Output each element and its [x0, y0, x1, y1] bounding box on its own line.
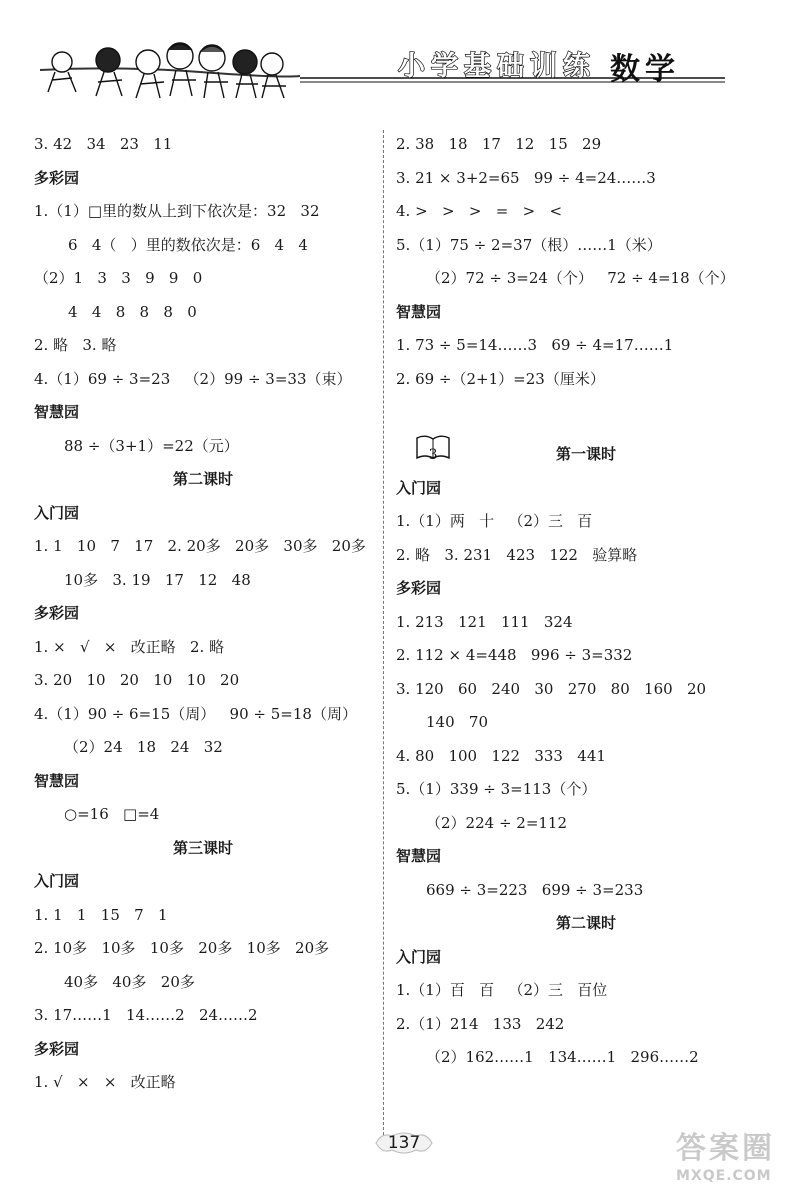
watermark [676, 1132, 806, 1194]
column-divider [383, 130, 384, 1140]
section-heading: 多彩园 [396, 579, 442, 597]
section-heading: 入门园 [396, 478, 442, 497]
answer-line: 1.（1）两 十 （2）三 百 [396, 512, 593, 530]
unit-badge [415, 434, 451, 463]
answer-line: （2）1 3 3 9 9 0 [34, 269, 203, 287]
answer-line: （2）72 ÷ 3=24（个） 72 ÷ 4=18（个） [426, 269, 735, 287]
answer-line: 4. > > > = > < [396, 202, 563, 220]
answer-line: 6 4（ ）里的数依次是：6 4 4 [68, 235, 308, 254]
answer-line: 2.（1）214 133 242 [396, 1014, 565, 1033]
book-title: 小学基础训练 [398, 51, 596, 82]
left-column [34, 128, 372, 1100]
page-header [0, 0, 812, 118]
lesson-title: 第二课时 [172, 470, 233, 488]
section-heading: 智慧园 [34, 403, 80, 421]
answer-line: 140 70 [426, 713, 489, 731]
answer-line: （2）224 ÷ 2=112 [426, 813, 568, 832]
answer-line: 4.（1）69 ÷ 3=23 （2）99 ÷ 3=33（束） [34, 369, 352, 388]
answer-line: 1. 73 ÷ 5=14……3 69 ÷ 4=17……1 [396, 336, 674, 354]
answer-line: 2. 38 18 17 12 15 29 [396, 135, 602, 153]
section-heading: 入门园 [34, 503, 80, 522]
answer-line: 3. 120 60 240 30 270 80 160 20 [396, 679, 707, 698]
answer-line: 2. 略 3. 231 423 122 验算略 [396, 545, 638, 564]
section-heading: 多彩园 [34, 604, 80, 622]
section-heading: 智慧园 [34, 771, 80, 790]
answer-line: ○=16 □=4 [64, 805, 160, 823]
unit-number: 3 [428, 446, 438, 463]
answer-line: 88 ÷（3+1）=22（元） [64, 436, 239, 455]
answer-line: 2. 10多 10多 10多 20多 10多 20多 [34, 939, 330, 957]
answer-line: （2）162……1 134……1 296……2 [426, 1048, 699, 1066]
answer-line: 1. √ × × 改正略 [34, 1073, 176, 1091]
answer-line: （2）24 18 24 32 [64, 738, 223, 756]
answer-line: 1. × √ × 改正略 2. 略 [34, 637, 225, 656]
answer-line: 1. 1 10 7 17 2. 20多 20多 30多 20多 [34, 537, 366, 555]
section-heading: 入门园 [396, 947, 442, 966]
answer-line: 1.（1）百 百 （2）三 百位 [396, 981, 608, 999]
answer-line: 40多 40多 20多 [64, 972, 195, 991]
lesson-title: 第三课时 [172, 838, 233, 857]
answer-line: 5.（1）339 ÷ 3=113（个） [396, 780, 597, 798]
section-heading: 智慧园 [396, 847, 442, 865]
section-heading: 入门园 [34, 872, 80, 890]
section-heading: 智慧园 [396, 302, 442, 321]
watermark-logo: 答案圈 [676, 1131, 775, 1166]
answer-line: 4.（1）90 ÷ 6=15（周） 90 ÷ 5=18（周） [34, 704, 357, 723]
page-number [372, 1130, 436, 1156]
answer-line: 2. 112 × 4=448 996 ÷ 3=332 [396, 646, 633, 664]
watermark-url: MXQE.COM [676, 1168, 772, 1184]
answer-line: 3. 42 34 23 11 [34, 135, 173, 153]
answer-line: 4. 80 100 122 333 441 [396, 746, 606, 765]
subject-title: 数学 [610, 52, 680, 87]
answer-line: 10多 3. 19 17 12 48 [64, 570, 251, 589]
answer-line: 1. 1 1 15 7 1 [34, 905, 168, 924]
page-number-text: 137 [387, 1133, 421, 1153]
section-heading: 多彩园 [34, 168, 80, 187]
answer-line: 3. 20 10 20 10 10 20 [34, 671, 240, 689]
answer-line: 3. 21 × 3+2=65 99 ÷ 4=24……3 [396, 168, 656, 187]
answer-line: 1.（1）□里的数从上到下依次是：32 32 [34, 202, 320, 220]
answer-line: 1. 213 121 111 324 [396, 612, 573, 631]
lesson-title: 第一课时 [555, 445, 616, 463]
section-heading: 多彩园 [34, 1039, 80, 1058]
answer-line: 4 4 8 8 8 0 [68, 302, 197, 321]
lesson-title: 第二课时 [555, 914, 616, 932]
answer-line: 3. 17……1 14……2 24……2 [34, 1006, 258, 1024]
answer-line: 2. 略 3. 略 [34, 336, 117, 354]
answer-line: 669 ÷ 3=223 699 ÷ 3=233 [426, 880, 644, 899]
answer-line: 2. 69 ÷（2+1）=23（厘米） [396, 369, 605, 388]
right-column [396, 128, 776, 1075]
answer-line: 5.（1）75 ÷ 2=37（根）……1（米） [396, 235, 662, 254]
